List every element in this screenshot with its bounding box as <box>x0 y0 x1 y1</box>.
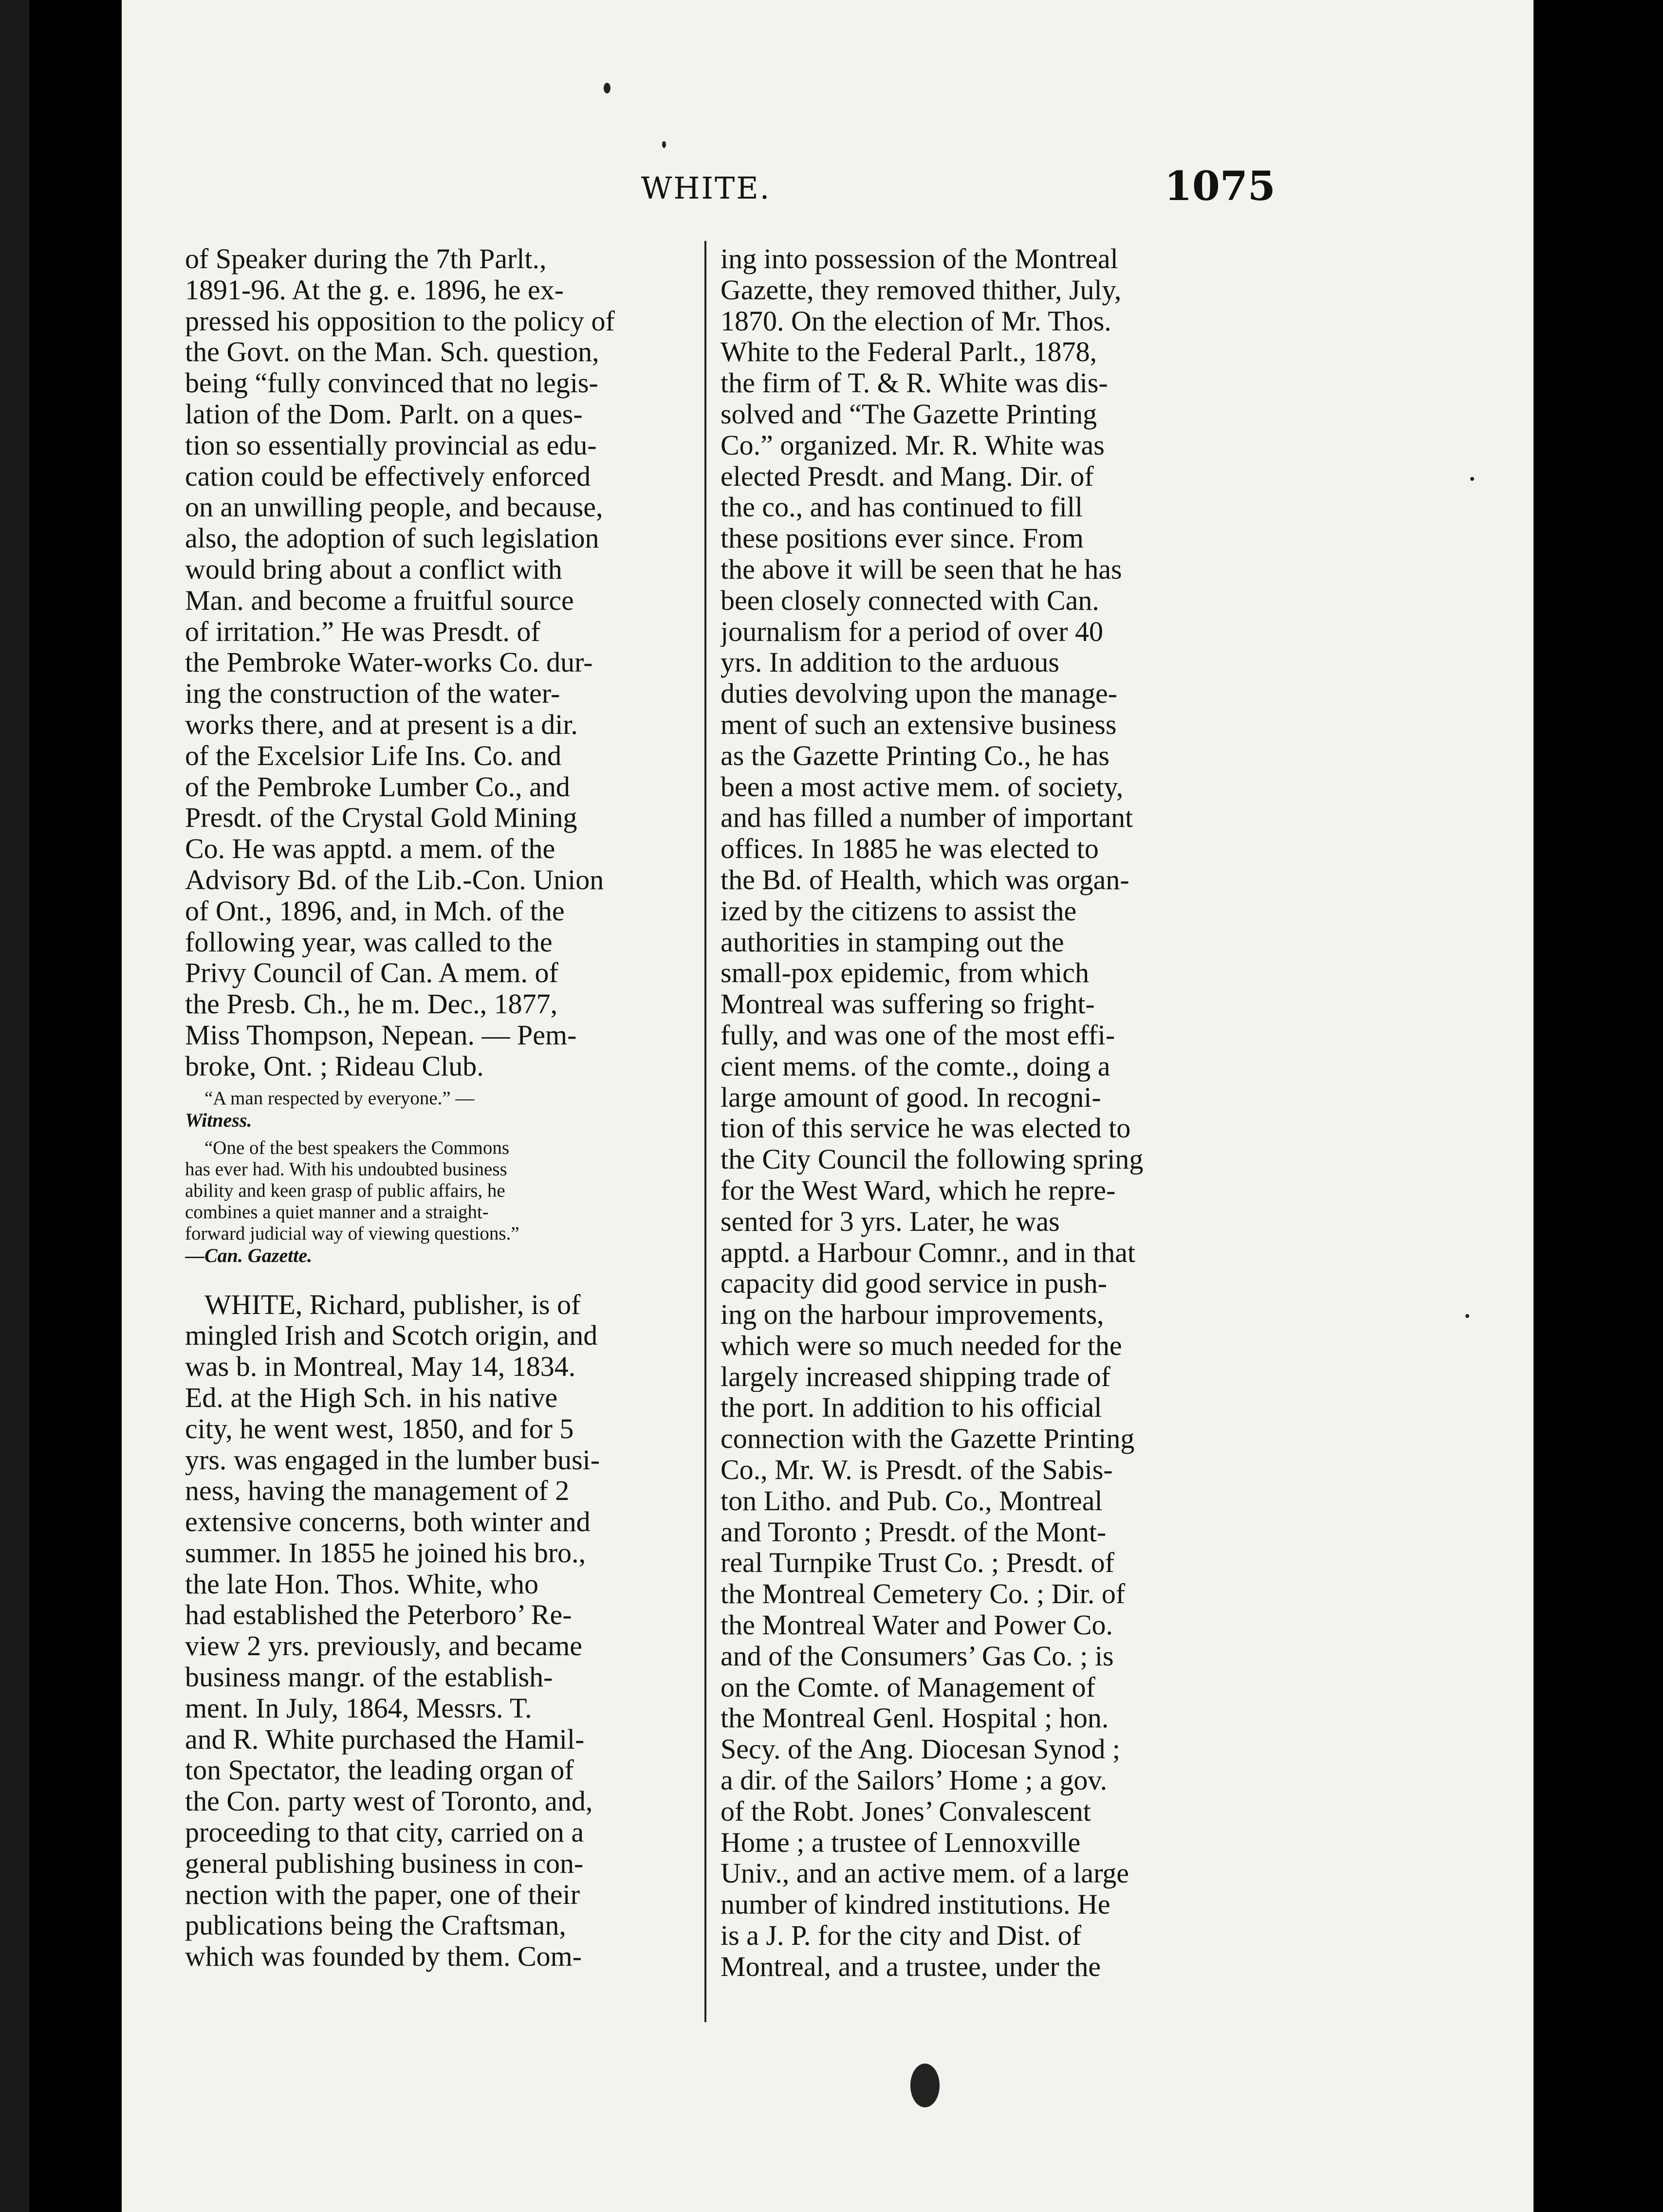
text-line: Co.” organized. Mr. R. White was <box>721 429 1105 461</box>
text-line: following year, was called to the <box>185 926 553 958</box>
quote-line: combines a quiet manner and a straight- <box>185 1201 489 1223</box>
text-line: yrs. was engaged in the lumber busi- <box>185 1444 600 1476</box>
text-line: the above it will be seen that he has <box>721 553 1122 585</box>
text-line: journalism for a period of over 40 <box>721 616 1104 647</box>
text-line: tion so essentially provincial as edu- <box>185 429 597 461</box>
text-line: general publishing business in con- <box>185 1847 584 1879</box>
text-line: the Montreal Genl. Hospital ; hon. <box>721 1702 1109 1734</box>
text-line: of the Robt. Jones’ Convalescent <box>721 1795 1091 1827</box>
text-line: WHITE, Richard, publisher, is of <box>204 1289 581 1320</box>
text-line: cient mems. of the comte., doing a <box>721 1050 1110 1082</box>
text-line: fully, and was one of the most effi- <box>721 1019 1115 1051</box>
text-line: had established the Peterboro’ Re- <box>185 1599 572 1631</box>
text-line: the Pembroke Water-works Co. dur- <box>185 647 593 678</box>
text-line: these positions ever since. From <box>721 523 1084 554</box>
text-line: business mangr. of the establish- <box>185 1662 553 1693</box>
text-line: pressed his opposition to the policy of <box>185 305 615 337</box>
text-line: authorities in stamping out the <box>721 926 1064 958</box>
text-line: a dir. of the Sailors’ Home ; a gov. <box>721 1765 1108 1796</box>
text-line: city, he went west, 1850, and for 5 <box>185 1413 574 1444</box>
text-line: been closely connected with Can. <box>721 585 1099 616</box>
text-line: view 2 yrs. previously, and became <box>185 1630 583 1662</box>
quote-line: has ever had. With his undoubted business <box>185 1158 507 1180</box>
press-quote-block <box>185 1137 691 1244</box>
text-line: on an unwilling people, and because, <box>185 492 603 523</box>
text-line: 1870. On the election of Mr. Thos. <box>721 305 1111 337</box>
text-line: the Govt. on the Man. Sch. question, <box>185 336 599 368</box>
text-line: solved and “The Gazette Printing <box>721 398 1097 430</box>
text-line: lation of the Dom. Parlt. on a ques- <box>185 398 583 430</box>
text-line: ing into possession of the Montreal <box>721 243 1118 274</box>
left-column-paragraph <box>185 243 691 1082</box>
text-line: sented for 3 yrs. Later, he was <box>721 1206 1060 1237</box>
text-line: and of the Consumers’ Gas Co. ; is <box>721 1640 1114 1672</box>
biography-entry <box>185 1289 691 1973</box>
text-line: proceeding to that city, carried on a <box>185 1817 584 1848</box>
scan-speck <box>1465 1314 1469 1318</box>
right-column-paragraph <box>721 243 1246 1982</box>
text-line: ness, having the management of 2 <box>185 1475 570 1507</box>
text-line: small-pox epidemic, from which <box>721 957 1090 989</box>
text-line: elected Presdt. and Mang. Dir. of <box>721 460 1094 492</box>
text-line: Home ; a trustee of Lennoxville <box>721 1827 1081 1858</box>
text-line: Advisory Bd. of the Lib.-Con. Union <box>185 864 604 896</box>
text-line: ton Litho. and Pub. Co., Montreal <box>721 1485 1103 1517</box>
text-line: Montreal, and a trustee, under the <box>721 1951 1101 1982</box>
text-line: apptd. a Harbour Comnr., and in that <box>721 1237 1136 1268</box>
left-column <box>185 243 691 1972</box>
text-line: broke, Ont. ; Rideau Club. <box>185 1050 484 1082</box>
text-line: the City Council the following spring <box>721 1144 1144 1175</box>
text-line: works there, and at present is a dir. <box>185 709 578 740</box>
text-line: Miss Thompson, Nepean. — Pem- <box>185 1019 577 1051</box>
text-line: ton Spectator, the leading organ of <box>185 1755 574 1786</box>
text-line: as the Gazette Printing Co., he has <box>721 740 1109 771</box>
text-line: of Speaker during the 7th Parlt., <box>185 243 547 274</box>
text-line: and Toronto ; Presdt. of the Mont- <box>721 1516 1107 1548</box>
text-line: is a J. P. for the city and Dist. of <box>721 1920 1082 1951</box>
text-line: of Ont., 1896, and, in Mch. of the <box>185 895 565 927</box>
text-line: which were so much needed for the <box>721 1330 1122 1361</box>
text-line: for the West Ward, which he repre- <box>721 1174 1116 1206</box>
text-line: on the Comte. of Management of <box>721 1671 1095 1703</box>
text-line: the firm of T. & R. White was dis- <box>721 367 1108 399</box>
quote-line: forward judicial way of viewing questions.” <box>185 1223 519 1244</box>
text-line: and has filled a number of important <box>721 802 1133 834</box>
text-line: Univ., and an active mem. of a large <box>721 1858 1129 1889</box>
text-line: Co., Mr. W. is Presdt. of the Sabis- <box>721 1454 1113 1485</box>
text-line: tion of this service he was elected to <box>721 1113 1131 1144</box>
text-line: White to the Federal Parlt., 1878, <box>721 336 1097 368</box>
right-column <box>721 243 1246 1982</box>
scan-speck <box>662 141 666 148</box>
text-line: the Presb. Ch., he m. Dec., 1877, <box>185 988 558 1020</box>
quote-line: ability and keen grasp of public affairs, he <box>185 1180 505 1201</box>
text-line: would bring about a conflict with <box>185 553 562 585</box>
text-line: large amount of good. In recogni- <box>721 1081 1101 1113</box>
text-line: ing on the harbour improvements, <box>721 1299 1104 1330</box>
text-line: yrs. In addition to the arduous <box>721 647 1059 678</box>
text-line: the Montreal Water and Power Co. <box>721 1609 1113 1641</box>
text-line: real Turnpike Trust Co. ; Presdt. of <box>721 1547 1114 1579</box>
text-line: 1891-96. At the g. e. 1896, he ex- <box>185 274 564 306</box>
text-line: Man. and become a fruitful source <box>185 585 574 616</box>
text-line: ized by the citizens to assist the <box>721 895 1077 927</box>
text-line: mingled Irish and Scotch origin, and <box>185 1320 598 1352</box>
press-quote: “A man respected by everyone.” — <box>204 1087 475 1109</box>
text-line: Gazette, they removed thither, July, <box>721 274 1122 306</box>
text-line: also, the adoption of such legislation <box>185 523 599 554</box>
quote-source: —Can. Gazette. <box>185 1244 313 1266</box>
text-line: Presdt. of the Crystal Gold Mining <box>185 802 577 834</box>
text-line: the co., and has continued to fill <box>721 492 1083 523</box>
running-head: WHITE. <box>641 170 771 206</box>
text-line: nection with the paper, one of their <box>185 1879 580 1910</box>
ink-blot <box>910 2064 940 2107</box>
text-line: Secy. of the Ang. Diocesan Synod ; <box>721 1734 1121 1765</box>
scan-speck <box>1470 477 1474 481</box>
text-line: Co. He was apptd. a mem. of the <box>185 833 555 864</box>
text-line: ing the construction of the water- <box>185 678 560 709</box>
text-line: which was founded by them. Com- <box>185 1941 582 1973</box>
page-number: 1075 <box>1164 163 1275 210</box>
text-line: the port. In addition to his official <box>721 1392 1102 1424</box>
text-line: number of kindred institutions. He <box>721 1889 1110 1920</box>
text-line: was b. in Montreal, May 14, 1834. <box>185 1351 576 1382</box>
text-line: been a most active mem. of society, <box>721 771 1124 803</box>
text-line: of the Excelsior Life Ins. Co. and <box>185 740 562 771</box>
text-line: being “fully convinced that no legis- <box>185 367 598 399</box>
text-line: ment. In July, 1864, Messrs. T. <box>185 1692 532 1724</box>
scan-edge <box>0 0 29 2212</box>
text-line: the Con. party west of Toronto, and, <box>185 1786 593 1817</box>
quote-source: Witness. <box>185 1109 252 1131</box>
text-line: of irritation.” He was Presdt. of <box>185 616 540 647</box>
text-line: Privy Council of Can. A mem. of <box>185 957 558 989</box>
text-line: of the Pembroke Lumber Co., and <box>185 771 570 803</box>
text-line: cation could be effectively enforced <box>185 460 591 492</box>
text-line: duties devolving upon the manage- <box>721 678 1118 709</box>
text-line: connection with the Gazette Printing <box>721 1423 1135 1455</box>
quote-line: “One of the best speakers the Commons <box>204 1137 510 1158</box>
text-line: the late Hon. Thos. White, who <box>185 1568 538 1600</box>
column-divider <box>704 241 706 2022</box>
text-line: publications being the Craftsman, <box>185 1910 566 1941</box>
text-line: Ed. at the High Sch. in his native <box>185 1382 558 1413</box>
text-line: ment of such an extensive business <box>721 709 1117 740</box>
text-line: and R. White purchased the Hamil- <box>185 1723 585 1755</box>
text-line: extensive concerns, both winter and <box>185 1506 591 1537</box>
text-line: Montreal was suffering so fright- <box>721 988 1095 1020</box>
text-line: largely increased shipping trade of <box>721 1361 1110 1392</box>
text-line: offices. In 1885 he was elected to <box>721 833 1099 864</box>
text-line: capacity did good service in push- <box>721 1268 1108 1299</box>
text-line: the Bd. of Health, which was organ- <box>721 864 1129 896</box>
text-line: summer. In 1855 he joined his bro., <box>185 1537 586 1569</box>
text-line: the Montreal Cemetery Co. ; Dir. of <box>721 1578 1126 1610</box>
scan-speck <box>604 83 610 93</box>
